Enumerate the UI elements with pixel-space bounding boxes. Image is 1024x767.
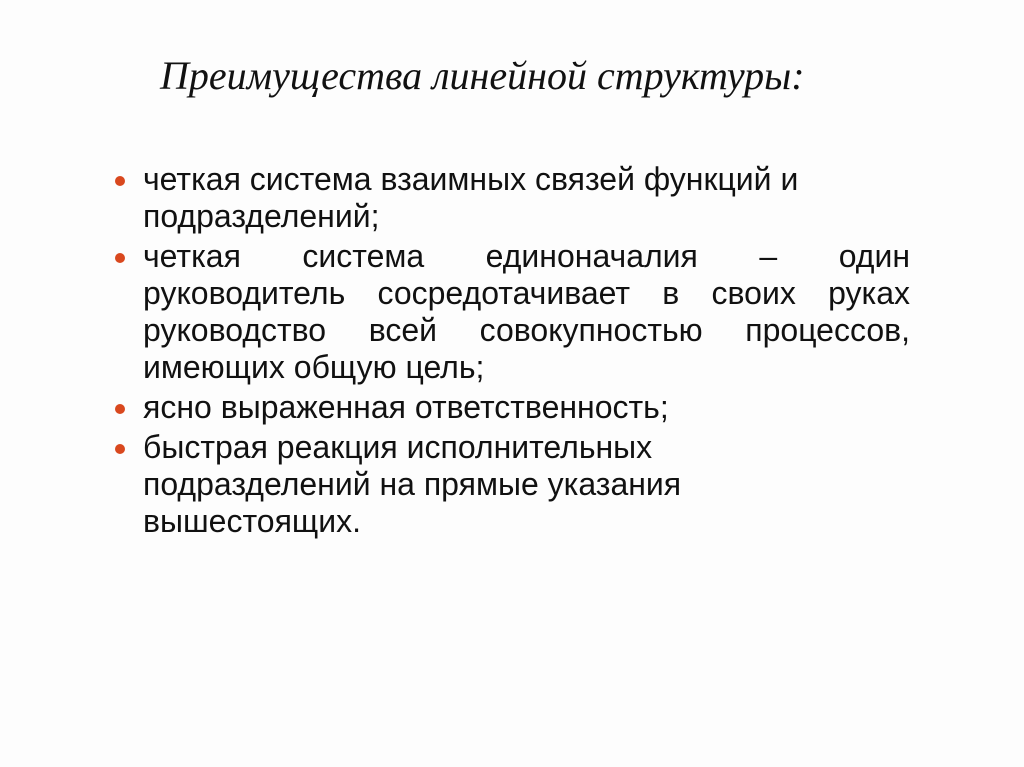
list-item-text: четкая система взаимных связей функций и подразделений; bbox=[143, 161, 799, 234]
list-item-text: четкая система единоначалия – один руководитель сосредотачивает в своих руках руководство всей совокупностью процессов, имеющих общую цель; bbox=[143, 238, 910, 385]
list-item bbox=[110, 389, 910, 426]
bullet-dot-icon bbox=[115, 404, 125, 414]
bullet-dot-icon bbox=[115, 253, 125, 263]
slide-title: Преимущества линейной структуры: bbox=[160, 53, 805, 98]
list-item bbox=[110, 161, 910, 235]
list-item bbox=[110, 429, 910, 540]
list-item-text: быстрая реакция исполнительных подразделений на прямые указания вышестоящих. bbox=[143, 429, 682, 539]
bullet-dot-icon bbox=[115, 444, 125, 454]
advantages-list bbox=[110, 161, 910, 543]
list-item-text: ясно выраженная ответственность; bbox=[143, 389, 669, 425]
bullet-dot-icon bbox=[115, 176, 125, 186]
list-item bbox=[110, 238, 910, 386]
